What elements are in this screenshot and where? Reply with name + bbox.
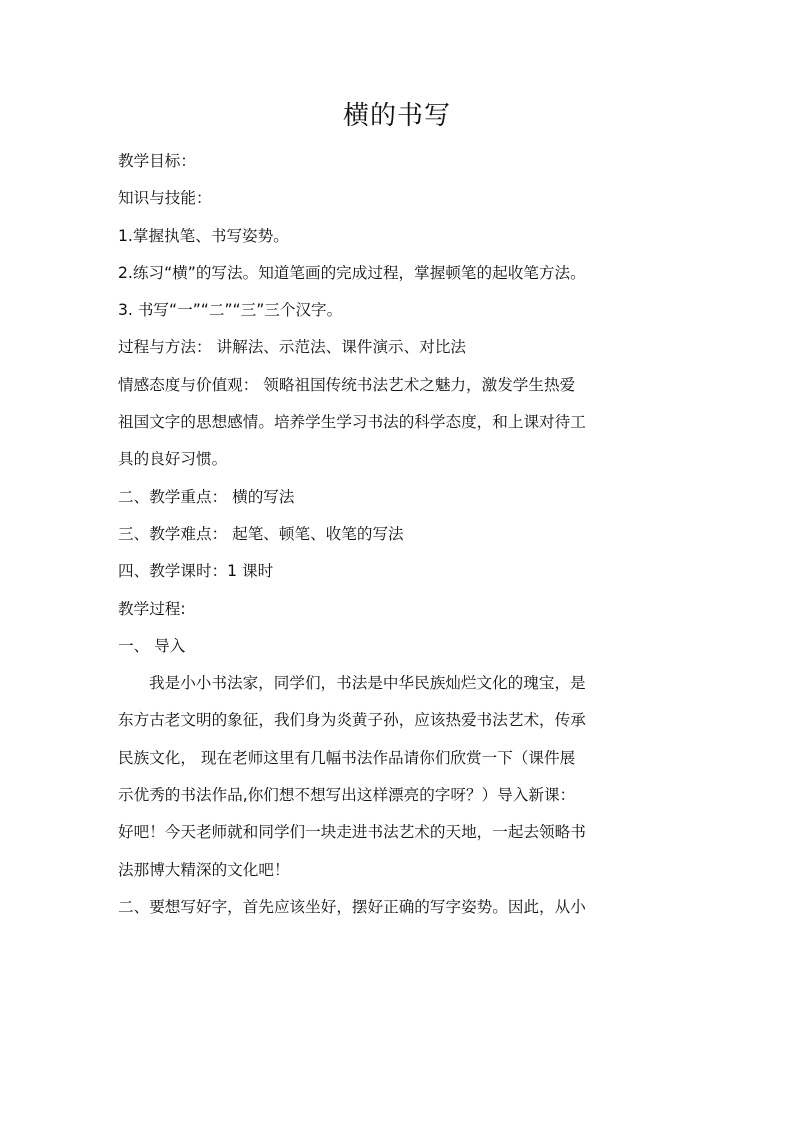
document-title: 横的书写 bbox=[342, 101, 451, 131]
subheading-knowledge-skills: 知识与技能： bbox=[118, 189, 212, 208]
introduction-paragraph-line-5: 好吧！今天老师就和同学们一块走进书法艺术的天地，一起去领略书 bbox=[118, 823, 586, 842]
introduction-paragraph-line-3: 民族文化， 现在老师这里有几幅书法作品请你们欣赏一下（课件展 bbox=[118, 748, 576, 767]
goal-item-3: 3. 书写“一”“二”“三”三个汉字。 bbox=[118, 301, 343, 320]
goal-item-1: 1.掌握执笔、书写姿势。 bbox=[118, 226, 289, 245]
introduction-paragraph-line-6: 法那博大精深的文化吧！ bbox=[118, 860, 290, 879]
introduction-paragraph-line-4: 示优秀的书法作品,你们想不想写出这样漂亮的字呀？）导入新课： bbox=[118, 786, 576, 805]
teaching-periods-line: 四、教学课时：1 课时 bbox=[118, 562, 274, 581]
emotion-values-line-2: 祖国文字的思想感情。培养学生学习书法的科学态度，和上课对待工 bbox=[118, 413, 586, 432]
introduction-paragraph-line-1: 我是小小书法家，同学们，书法是中华民族灿烂文化的瑰宝，是 bbox=[149, 674, 586, 693]
introduction-heading: 一、 导入 bbox=[118, 636, 186, 655]
goal-item-2: 2.练习“横”的写法。知道笔画的完成过程，掌握顿笔的起收笔方法。 bbox=[118, 263, 586, 282]
posture-paragraph-line-1: 二、要想写好字，首先应该坐好，摆好正确的写字姿势。因此，从小 bbox=[118, 897, 586, 916]
teaching-difficulty-line: 三、教学难点： 起笔、顿笔、收笔的写法 bbox=[118, 524, 404, 543]
teaching-key-point-line: 二、教学重点： 横的写法 bbox=[118, 487, 295, 506]
introduction-paragraph-line-2: 东方古老文明的象征，我们身为炎黄子孙，应该热爱书法艺术，传承 bbox=[118, 711, 586, 730]
teaching-process-heading: 教学过程: bbox=[118, 599, 186, 618]
document-body bbox=[118, 143, 678, 926]
section-heading-teaching-goals: 教学目标： bbox=[118, 152, 196, 170]
emotion-values-line-3: 具的良好习惯。 bbox=[118, 450, 228, 469]
process-methods-line: 过程与方法： 讲解法、示范法、课件演示、对比法 bbox=[118, 338, 467, 357]
emotion-values-line-1: 情感态度与价值观： 领略祖国传统书法艺术之魅力，激发学生热爱 bbox=[118, 375, 576, 394]
